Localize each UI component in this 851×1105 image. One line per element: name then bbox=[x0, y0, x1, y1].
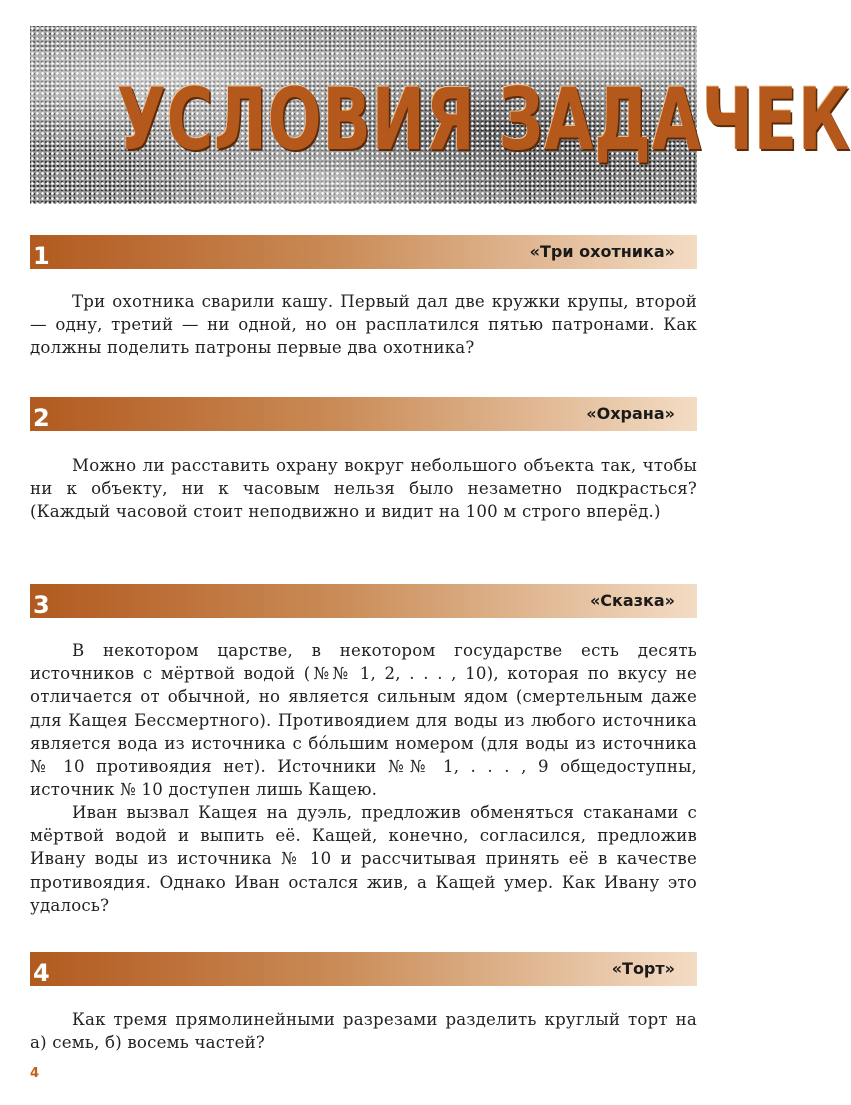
problem-1-text: Три охотника сварили кашу. Первый дал две кружки крупы, второй — одну, третий — ни одной, но он расплатился пятью патронами. Как должны поделить патроны первые два охотника? bbox=[30, 292, 697, 358]
problem-3-text-1: В некотором царстве, в некотором государстве есть десять источников с мёртвой водой (№№ 1, 2, . . . , 10), которая по вкусу не отличается от обычной, но является сильным ядом (смертельным даже для Кащея Бессмертного). Противоядием для воды из любого источника является вода из источника с бóльшим номером (для воды из источника № 10 противоядия нет). Источники №№ 1, . . . , 9 общедоступны, источник № 10 доступен лишь Кащею. bbox=[30, 641, 697, 800]
problem-3-header bbox=[30, 584, 697, 618]
problem-4-text: Как тремя прямолинейными разрезами разделить круглый торт на а) семь, б) восемь частей? bbox=[30, 1010, 697, 1053]
problem-1-title: «Три охотника» bbox=[529, 242, 675, 261]
problem-4-header bbox=[30, 952, 697, 986]
problem-2-number: 2 bbox=[33, 404, 50, 432]
problem-1-number: 1 bbox=[33, 242, 50, 270]
problem-3-title: «Сказка» bbox=[589, 591, 675, 610]
problem-4-title: «Торт» bbox=[611, 959, 675, 978]
page-title: УСЛОВИЯ ЗАДАЧЕК bbox=[116, 70, 851, 170]
problem-4-number: 4 bbox=[33, 959, 50, 987]
problem-2-header bbox=[30, 397, 697, 431]
problem-2-title: «Охрана» bbox=[586, 404, 675, 423]
problem-1-header bbox=[30, 235, 697, 269]
problem-3-number: 3 bbox=[33, 591, 50, 619]
page-number: 4 bbox=[30, 1066, 40, 1081]
problem-2-text: Можно ли расставить охрану вокруг небольшого объекта так, чтобы ни к объекту, ни к часовым нельзя было незаметно подкрасться? (Каждый часовой стоит неподвижно и видит на 100 м строго вперёд.) bbox=[30, 456, 697, 522]
title-banner bbox=[30, 26, 851, 204]
problem-3-text-2: Иван вызвал Кащея на дуэль, предложив обменяться стаканами с мёртвой водой и выпить её. Кащей, конечно, согласился, предложив Ивану воды из источника № 10 и рассчитывая принять её в качестве противоядия. Однако Иван остался жив, а Кащей умер. Как Ивану это удалось? bbox=[30, 803, 697, 915]
